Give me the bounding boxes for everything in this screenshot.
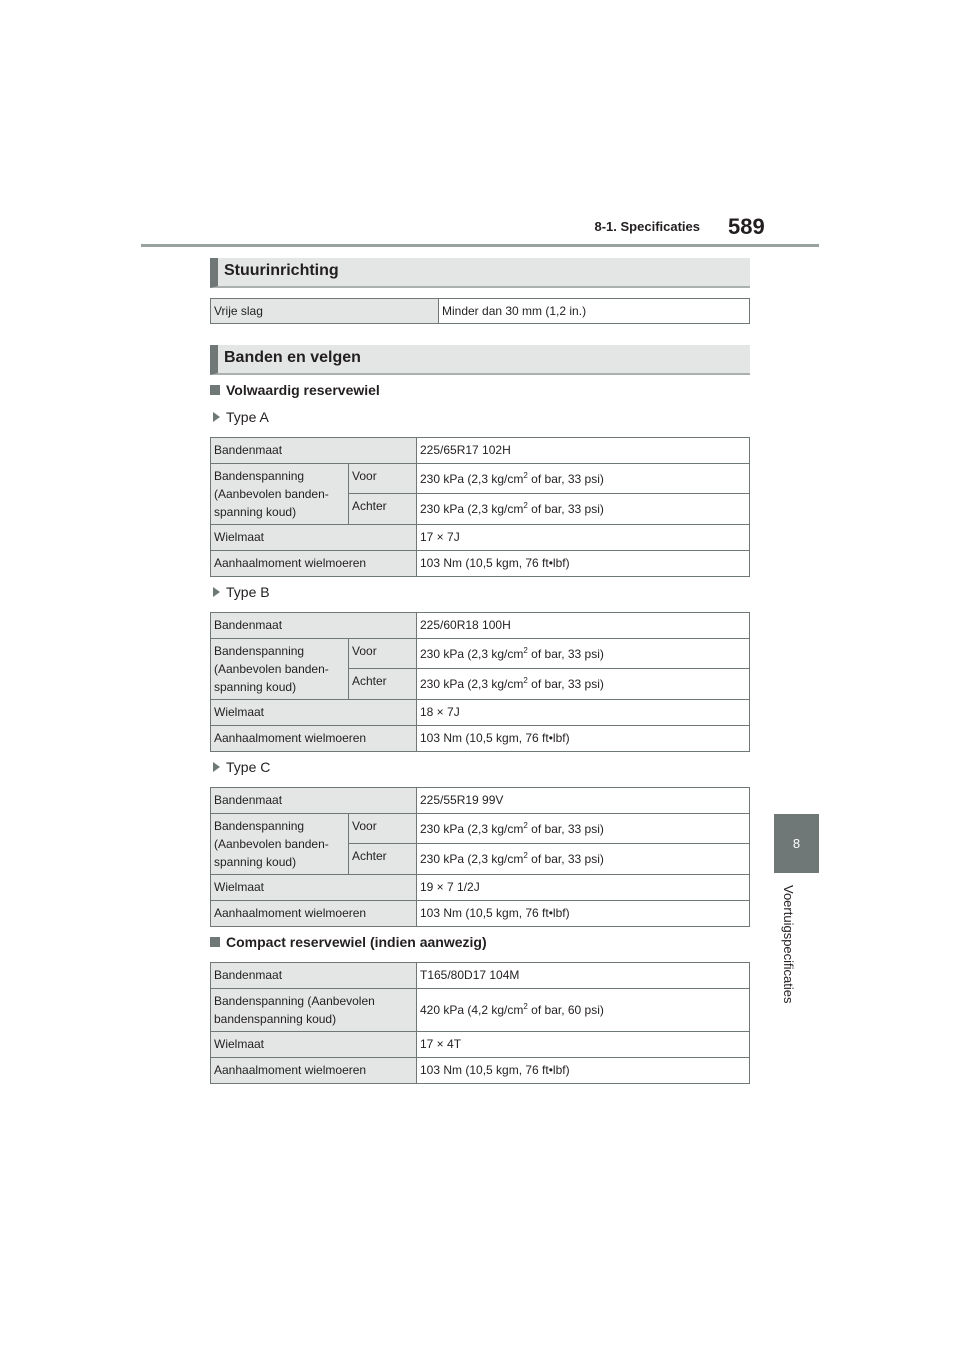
table-row <box>211 989 750 1032</box>
tyre-pressure-rest: of bar, 60 psi) <box>527 1003 604 1017</box>
rear-pressure-rest: of bar, 33 psi) <box>527 502 604 516</box>
free-play-value: Minder dan 30 mm (1,2 in.) <box>439 299 750 324</box>
wheel-size-label: Wielmaat <box>211 525 417 551</box>
rear-pressure-text: 230 kPa (2,3 kg/cm <box>420 677 524 691</box>
table-row <box>211 814 750 844</box>
rear-pressure-text: 230 kPa (2,3 kg/cm <box>420 502 524 516</box>
type-c-table <box>210 787 750 927</box>
chapter-tab[interactable]: 8 <box>774 814 819 873</box>
rear-pressure-sup: 2 <box>523 851 528 860</box>
front-label: Voor <box>349 464 417 494</box>
wheel-size-label: Wielmaat <box>211 875 417 901</box>
full-spare-text: Volwaardig reservewiel <box>226 382 380 398</box>
torque-label: Aanhaalmoment wielmoeren <box>211 901 417 927</box>
tyre-size-value: 225/55R19 99V <box>417 788 750 814</box>
table-row <box>211 875 750 901</box>
type-b-label <box>213 584 270 600</box>
front-pressure-value <box>417 639 750 669</box>
tyre-size-label: Bandenmaat <box>211 788 417 814</box>
rear-pressure-rest: of bar, 33 psi) <box>527 677 604 691</box>
front-pressure-text: 230 kPa (2,3 kg/cm <box>420 647 524 661</box>
type-a-table <box>210 437 750 577</box>
table-row <box>211 438 750 464</box>
steering-heading-text: Stuurinrichting <box>224 262 339 279</box>
type-c-label <box>213 759 270 775</box>
chapter-title <box>781 885 806 1015</box>
steering-heading <box>210 258 750 288</box>
table-row <box>211 1058 750 1084</box>
front-pressure-sup: 2 <box>523 821 528 830</box>
tyres-heading <box>210 345 750 375</box>
rear-label: Achter <box>349 669 417 700</box>
triangle-bullet-icon <box>213 412 220 422</box>
torque-value: 103 Nm (10,5 kgm, 76 ft•lbf) <box>417 551 750 577</box>
table-row <box>211 613 750 639</box>
tyre-pressure-label: Bandenspanning (Aanbevolen banden-spanning koud) <box>211 814 349 875</box>
square-bullet-icon <box>210 385 220 395</box>
rear-pressure-sup: 2 <box>523 676 528 685</box>
wheel-size-value: 18 × 7J <box>417 700 750 726</box>
tyre-size-label: Bandenmaat <box>211 438 417 464</box>
front-pressure-rest: of bar, 33 psi) <box>527 822 604 836</box>
full-spare-subheading <box>210 382 380 398</box>
wheel-size-value: 19 × 7 1/2J <box>417 875 750 901</box>
front-pressure-sup: 2 <box>523 646 528 655</box>
chapter-title-text: Voertuigspecificaties <box>781 885 796 1004</box>
torque-label: Aanhaalmoment wielmoeren <box>211 726 417 752</box>
wheel-size-value: 17 × 4T <box>417 1032 750 1058</box>
tyre-size-value: 225/65R17 102H <box>417 438 750 464</box>
rear-label: Achter <box>349 844 417 875</box>
table-row <box>211 1032 750 1058</box>
rear-pressure-value <box>417 844 750 875</box>
type-b-table <box>210 612 750 752</box>
tyre-pressure-label: Bandenspanning (Aanbevolen banden-spanning koud) <box>211 639 349 700</box>
rear-pressure-value <box>417 494 750 525</box>
wheel-size-label: Wielmaat <box>211 1032 417 1058</box>
rear-pressure-text: 230 kPa (2,3 kg/cm <box>420 852 524 866</box>
table-row <box>211 551 750 577</box>
table-row <box>211 788 750 814</box>
triangle-bullet-icon <box>213 587 220 597</box>
front-pressure-text: 230 kPa (2,3 kg/cm <box>420 822 524 836</box>
tyre-pressure-text: 420 kPa (4,2 kg/cm <box>420 1003 524 1017</box>
running-header-section: 8-1. Specificaties <box>594 219 700 234</box>
table-row <box>211 464 750 494</box>
table-row <box>211 299 750 324</box>
table-row <box>211 639 750 669</box>
torque-label: Aanhaalmoment wielmoeren <box>211 551 417 577</box>
front-pressure-sup: 2 <box>523 471 528 480</box>
tyre-size-label: Bandenmaat <box>211 963 417 989</box>
table-row <box>211 726 750 752</box>
tyre-size-value: T165/80D17 104M <box>417 963 750 989</box>
torque-value: 103 Nm (10,5 kgm, 76 ft•lbf) <box>417 1058 750 1084</box>
type-a-label <box>213 409 269 425</box>
type-a-text: Type A <box>226 409 269 425</box>
table-row <box>211 525 750 551</box>
front-label: Voor <box>349 814 417 844</box>
tyre-pressure-label: Bandenspanning (Aanbevolen banden-spanning koud) <box>211 464 349 525</box>
rear-pressure-value <box>417 669 750 700</box>
front-pressure-rest: of bar, 33 psi) <box>527 472 604 486</box>
wheel-size-value: 17 × 7J <box>417 525 750 551</box>
table-row <box>211 963 750 989</box>
front-label: Voor <box>349 639 417 669</box>
rear-pressure-sup: 2 <box>523 501 528 510</box>
front-pressure-value <box>417 814 750 844</box>
rear-label: Achter <box>349 494 417 525</box>
header-rule <box>141 244 819 247</box>
square-bullet-icon <box>210 937 220 947</box>
steering-table <box>210 298 750 324</box>
compact-spare-text: Compact reservewiel (indien aanwezig) <box>226 934 487 950</box>
page-number: 589 <box>728 214 765 239</box>
tyre-size-value: 225/60R18 100H <box>417 613 750 639</box>
tyre-size-label: Bandenmaat <box>211 613 417 639</box>
type-b-text: Type B <box>226 584 270 600</box>
table-row <box>211 700 750 726</box>
free-play-label: Vrije slag <box>211 299 439 324</box>
front-pressure-value <box>417 464 750 494</box>
compact-spare-table <box>210 962 750 1084</box>
tyre-pressure-value <box>417 989 750 1032</box>
table-row <box>211 901 750 927</box>
compact-spare-subheading <box>210 934 487 950</box>
torque-value: 103 Nm (10,5 kgm, 76 ft•lbf) <box>417 901 750 927</box>
tyres-heading-text: Banden en velgen <box>224 349 361 366</box>
front-pressure-rest: of bar, 33 psi) <box>527 647 604 661</box>
wheel-size-label: Wielmaat <box>211 700 417 726</box>
tyre-pressure-sup: 2 <box>523 1002 528 1011</box>
torque-value: 103 Nm (10,5 kgm, 76 ft•lbf) <box>417 726 750 752</box>
front-pressure-text: 230 kPa (2,3 kg/cm <box>420 472 524 486</box>
type-c-text: Type C <box>226 759 271 775</box>
rear-pressure-rest: of bar, 33 psi) <box>527 852 604 866</box>
torque-label: Aanhaalmoment wielmoeren <box>211 1058 417 1084</box>
triangle-bullet-icon <box>213 762 220 772</box>
tyre-pressure-label: Bandenspanning (Aanbevolen bandenspanning koud) <box>211 989 417 1032</box>
